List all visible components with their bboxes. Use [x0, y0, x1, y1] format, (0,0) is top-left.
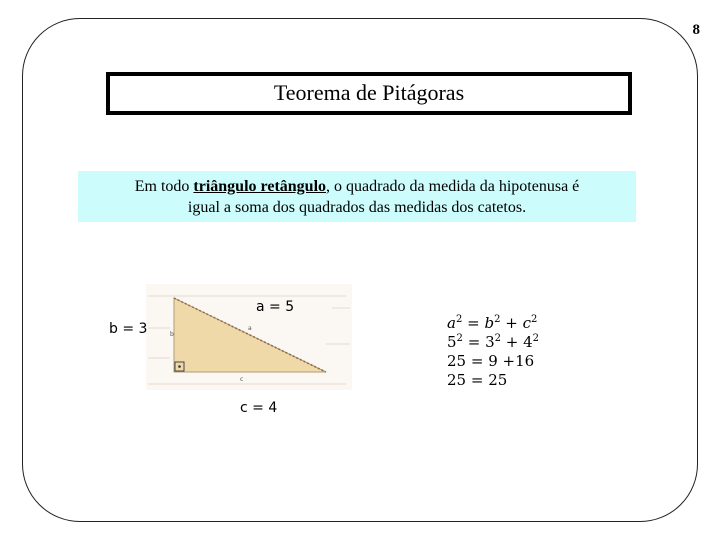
right-triangle-figure [146, 284, 352, 390]
eq-operator: = [467, 314, 480, 332]
eq-term: 4 [523, 333, 533, 351]
eq-exponent: 2 [455, 314, 463, 325]
small-label-c: c [240, 376, 244, 383]
eq-term: 5 [447, 333, 457, 351]
slide-title [106, 72, 632, 115]
eq-operator: + [505, 333, 519, 351]
right-angle-dot [178, 365, 181, 368]
label-cathetus-c: c = 4 [240, 400, 278, 416]
theorem-prefix: Em todo [134, 178, 194, 195]
theorem-rest-line1: , o quadrado da medida da hipotenusa é [326, 178, 580, 195]
theorem-statement [78, 171, 636, 222]
eq-operator: + [505, 314, 518, 332]
eq-exponent: 2 [532, 333, 540, 344]
eq-exponent: 2 [456, 333, 463, 344]
eq-exponent: 2 [494, 314, 501, 325]
eq-term: b [484, 314, 495, 332]
slide-title-text: Teorema de Pitágoras [273, 79, 465, 105]
eq-term: a [447, 314, 456, 332]
equation-block [447, 314, 539, 390]
label-cathetus-b: b = 3 [109, 321, 148, 337]
eq-term: c [522, 314, 531, 332]
eq-exponent: 2 [531, 314, 538, 325]
eq-term: 3 [485, 333, 495, 351]
eq-exponent: 2 [494, 333, 501, 344]
label-hypotenuse: a = 5 [256, 299, 295, 315]
page-number: 8 [692, 22, 700, 38]
eq-operator: = [467, 333, 481, 351]
small-label-b: b [170, 331, 174, 338]
theorem-bold-term: triângulo retângulo [193, 178, 327, 195]
equation-squared-values: 25 = 9 +16 [447, 352, 535, 370]
equation-result: 25 = 25 [447, 371, 508, 389]
small-label-a: a [248, 325, 252, 332]
theorem-line2: igual a soma dos quadrados das medidas dos catetos. [187, 199, 527, 216]
equation-general [447, 314, 539, 333]
equation-substituted [447, 333, 539, 352]
